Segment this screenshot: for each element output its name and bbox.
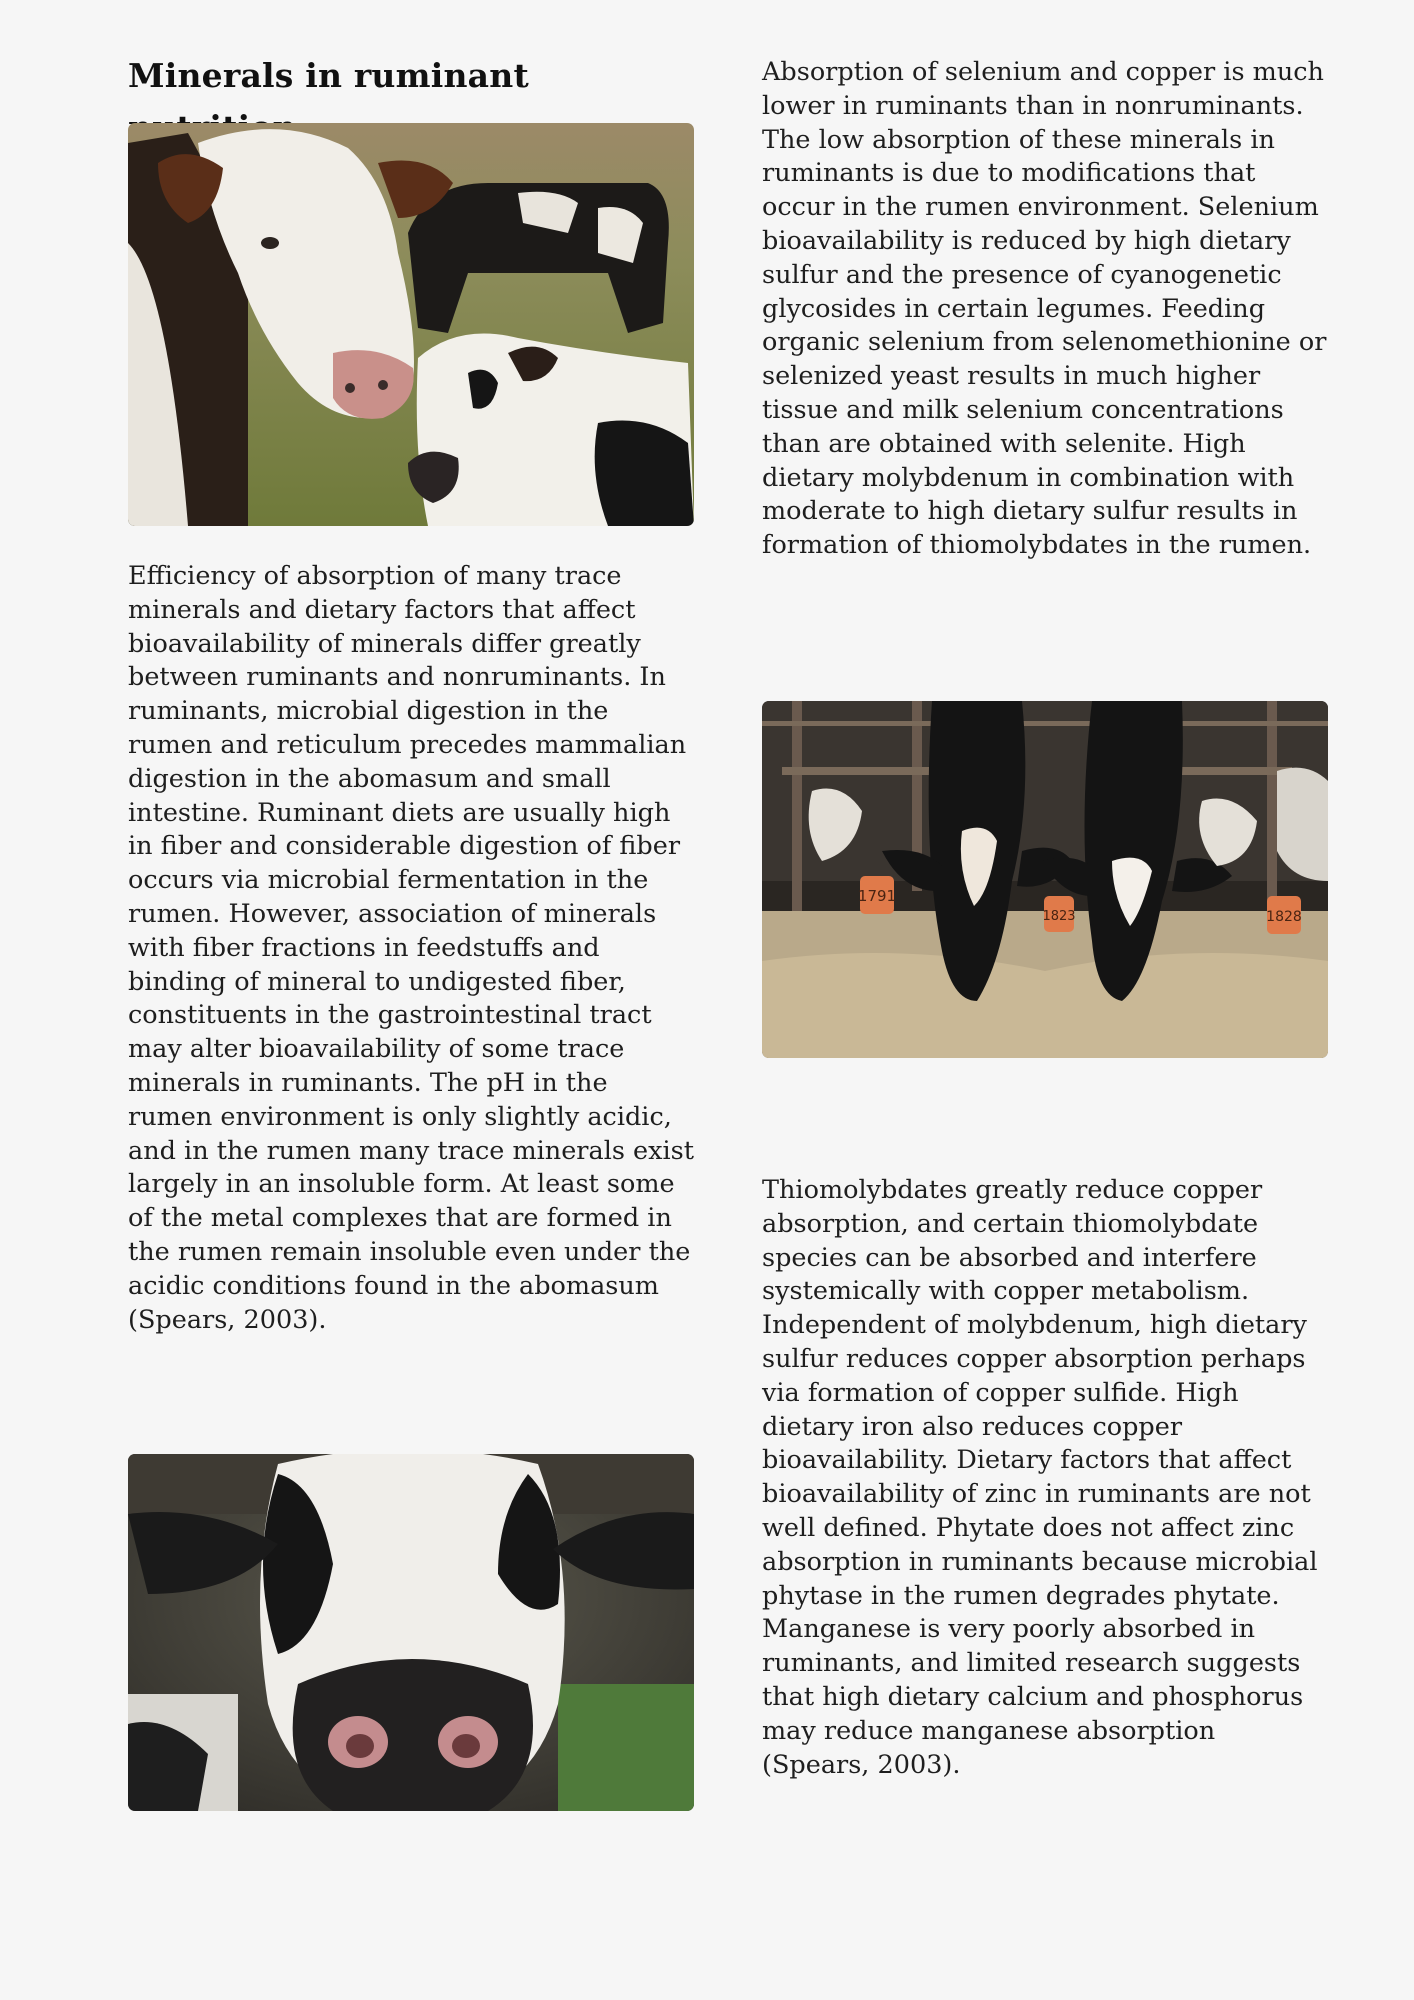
cow-closeup-photo [128, 1454, 694, 1811]
page-title: Minerals in ruminant [128, 56, 529, 95]
left-column [128, 50, 695, 1335]
cows-feeding-photo [762, 701, 1328, 1058]
paragraph-selenium-copper: Absorption of selenium and copper is much lower in ruminants than in nonruminants. The low absorption of these minerals in ruminants is due to modifications that occur in the rumen environment. Selenium bioavailability is reduced by high dietary sulfur and the presence of cyanogenetic glycosides in certain legumes. Feeding organic selenium from selenomethionine or selenized yeast results in much higher tissue and milk selenium concentrations than are obtained with selenite. High dietary molybdenum in combination with moderate to high dietary sulfur results in formation of thiomolybdates in the rumen. [762, 57, 1327, 561]
ear-tag-1791 [858, 876, 896, 914]
ear-tag-1823 [1042, 896, 1075, 932]
cow-and-calf-photo [128, 123, 694, 526]
paragraph-absorption-efficiency: Efficiency of absorption of many trace minerals and dietary factors that affect bioavailability of minerals differ greatly between ruminants and nonruminants. In ruminants, microbial digestion in the rumen and reticulum precedes mammalian digestion in the abomasum and small intestine. Ruminant diets are usually high in fiber and considerable digestion of fiber occurs via microbial fermentation in the rumen. However, association of minerals with fiber fractions in feedstuffs and binding of mineral to undigested fiber, constituents in the gastrointestinal tract may alter bioavailability of some trace minerals in ruminants. The pH in the rumen environment is only slightly acidic, and in the rumen many trace minerals exist largely in an insoluble form. At least some of the metal complexes that are formed in the rumen remain insoluble even under the acidic conditions found in the abomasum (Spears, 2003). [128, 561, 695, 1335]
ear-tag-1828 [1266, 896, 1302, 934]
ear-tag-label: 1823 [1042, 909, 1076, 924]
ear-tag-label: 1828 [1266, 909, 1302, 925]
ear-tag-label: 1791 [857, 887, 897, 905]
paragraph-thiomolybdates: Thiomolybdates greatly reduce copper absorption, and certain thiomolybdate species can be absorbed and interfere systemically with copper metabolism. Independent of molybdenum, high dietary sulfur reduces copper absorption perhaps via formation of copper sulfide. High dietary iron also reduces copper bioavailability. Dietary factors that affect bioavailability of zinc in ruminants are not well defined. Phytate does not affect zinc absorption in ruminants because microbial phytase in the rumen degrades phytate. Manganese is very poorly absorbed in ruminants, and limited research suggests that high dietary calcium and phosphorus may reduce manganese absorption (Spears, 2003). [762, 1175, 1318, 1780]
